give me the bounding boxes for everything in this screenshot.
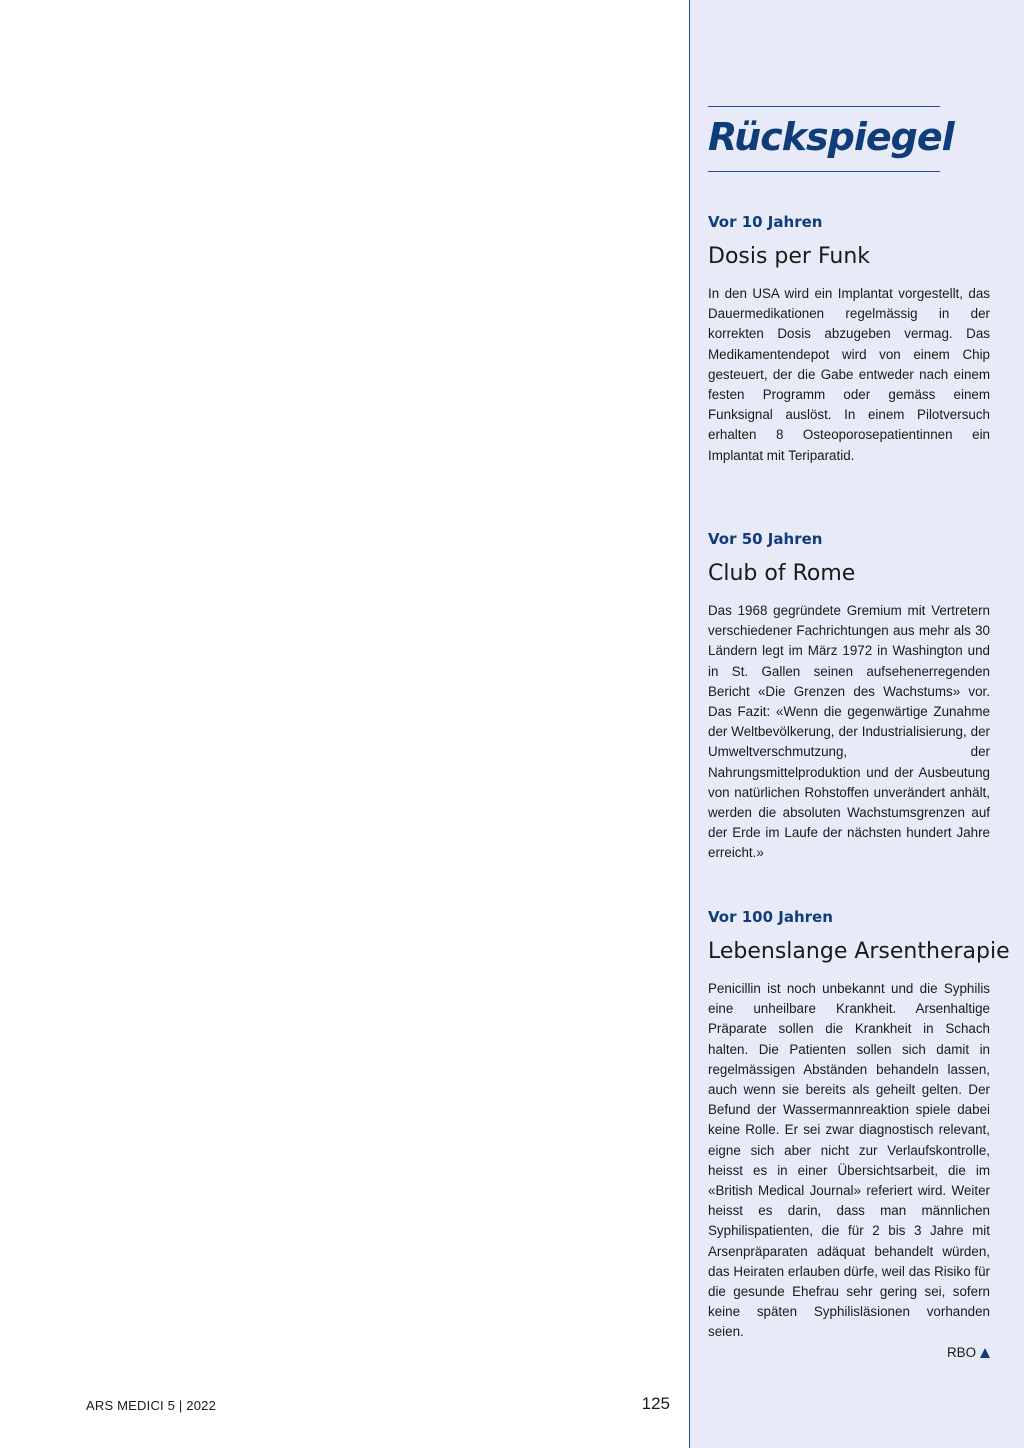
section-headline: Club of Rome: [708, 561, 856, 586]
end-mark-triangle-icon: [980, 1348, 990, 1358]
section-10-years: [708, 212, 990, 466]
section-headline: Dosis per Funk: [708, 244, 871, 269]
section-headline: Lebenslange Arsentherapie: [708, 939, 1010, 964]
section-body: Das 1968 gegründete Gremium mit Vertretern verschiedener Fachrichtungen aus mehr als 30 Ländern legt im März 1972 in Washington und in St. Gallen seinen aufsehenerregenden Bericht «Die Grenzen des Wachstums» vor. Das Fazit: «Wenn die gegenwärtige Zunahme der Weltbevölkerung, der Industrialisierung, der Umweltverschmutzung, der Nahrungsmittelproduktion und der Ausbeutung von natürlichen Rohstoffen unverändert anhält, werden die absoluten Wachstumsgrenzen auf der Erde im Laufe der nächsten hundert Jahre erreicht.»: [708, 603, 990, 861]
footer-journal-issue: ARS MEDICI 5 | 2022: [86, 1398, 217, 1413]
author-initials: RBO: [946, 1344, 976, 1360]
section-kicker: Vor 10 Jahren: [708, 213, 823, 231]
section-kicker: Vor 100 Jahren: [708, 908, 833, 926]
section-100-years: [708, 907, 1010, 1363]
sidebar-title: Rückspiegel: [708, 115, 954, 159]
section-50-years: [708, 529, 990, 864]
section-body: In den USA wird ein Implantat vorgestellt, das Dauermedikationen regelmässig in der korrekten Dosis abzugeben vermag. Das Medikamentendepot wird von einem Chip gesteuert, der die Gabe entweder nach einem festen Programm oder gemäss einem Funksignal auslöst. In einem Pilotversuch erhalten 8 Osteoporosepatientinnen ein Implantat mit Teriparatid.: [708, 286, 990, 463]
author-signature: [708, 1343, 990, 1363]
page-number: 125: [641, 1394, 670, 1413]
section-kicker: Vor 50 Jahren: [708, 530, 823, 548]
rueckspiegel-sidebar: [689, 0, 1024, 1448]
section-body: Penicillin ist noch unbekannt und die Syphilis eine unheilbare Krankheit. Arsenhaltige Präparate sollen die Krankheit in Schach halten. Die Patienten sollen sich damit in regelmässigen Abständen behandeln lassen, auch wenn sie bereits als geheilt gelten. Der Befund der Wassermannreaktion spiele dabei keine Rolle. Er sei zwar diagnostisch relevant, eigne sich aber nicht zur Verlaufskontrolle, heisst es in einer Übersichtsarbeit, die im «British Medical Journal» referiert wird. Weiter heisst es darin, dass man männlichen Syphilispatienten, die für 2 bis 3 Jahre mit Arsenpräparaten adäquat behandelt würden, das Heiraten erlauben dürfe, weil das Risiko für die gesunde Ehefrau sehr gering sei, sofern keine späten Syphilisläsionen vorhanden seien.: [708, 981, 990, 1340]
sidebar-title-block: [708, 106, 954, 172]
